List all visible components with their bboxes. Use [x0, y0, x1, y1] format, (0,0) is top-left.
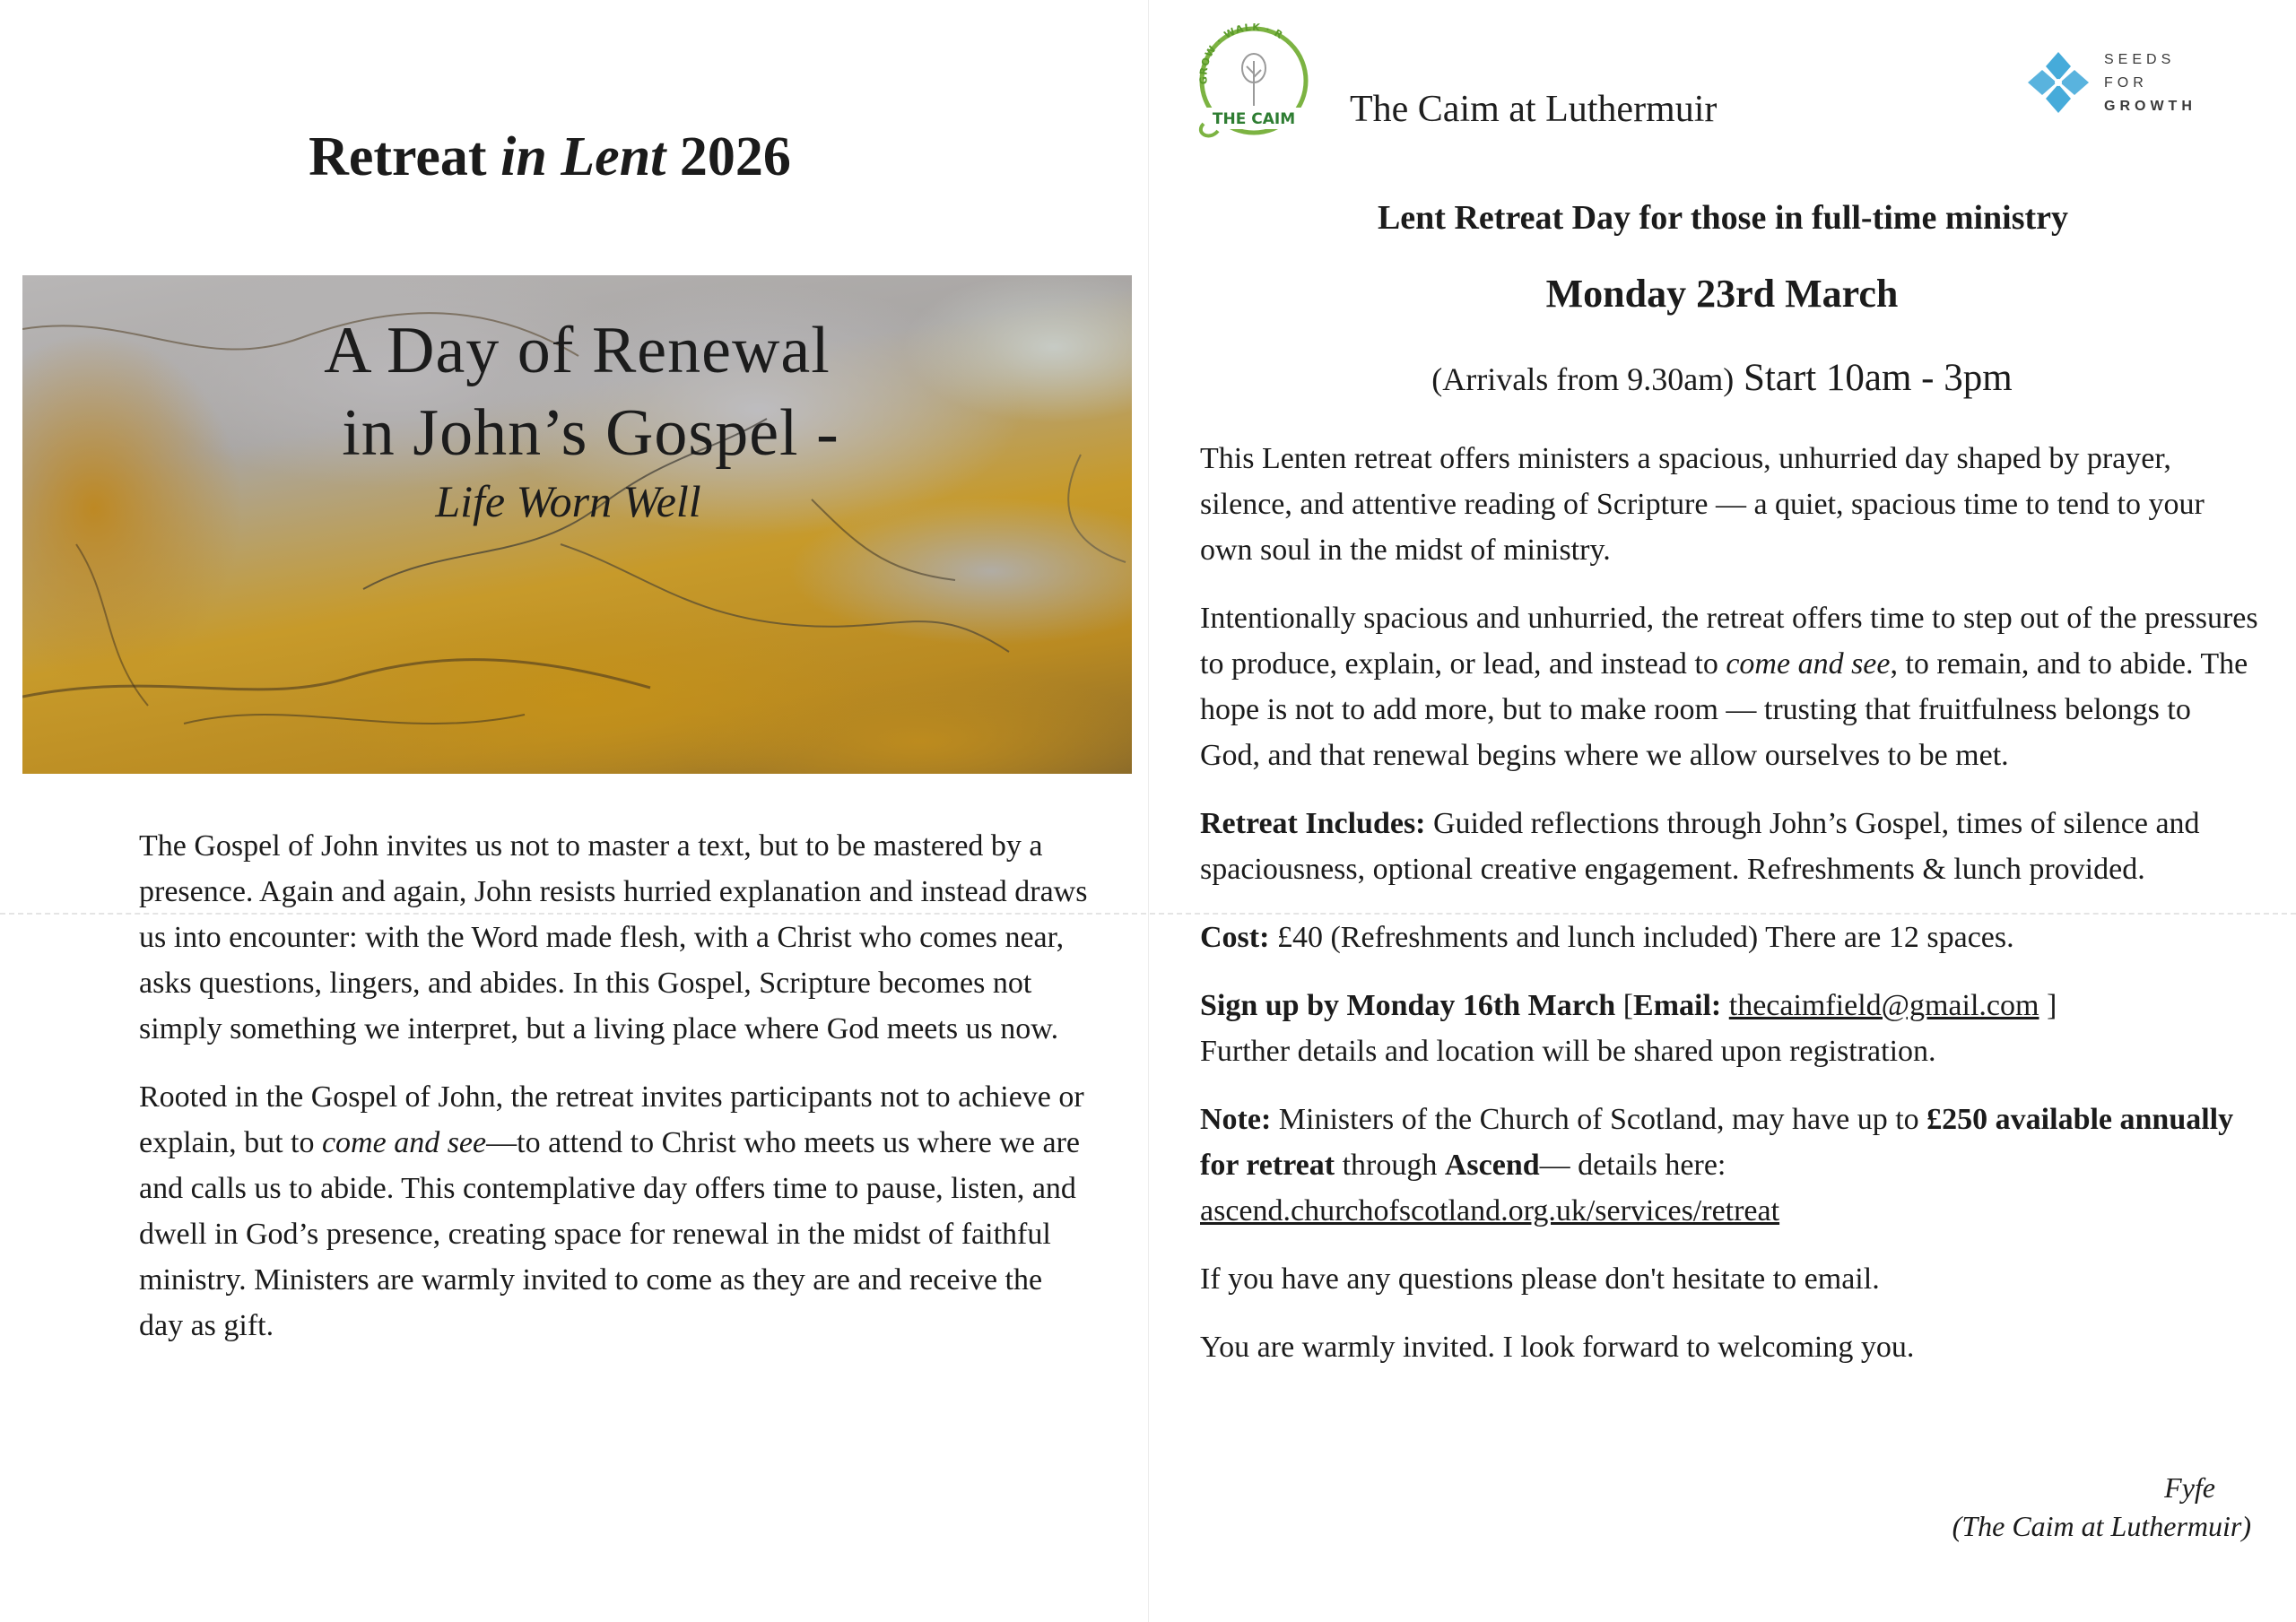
right-body-text [1200, 436, 2258, 1392]
retreat-title: Retreat in Lent 2026 [309, 126, 791, 187]
questions-paragraph: If you have any questions please don't hesitate to email. [1200, 1262, 1880, 1296]
seeds-flower-icon [2022, 47, 2094, 118]
signup-paragraph: Sign up by Monday 16th March [Email: thecaimfield@gmail.com ] Further details and location will be shared upon registration. [1200, 989, 2057, 1068]
cost-paragraph: Cost: £40 (Refreshments and lunch included) There are 12 spaces. [1200, 921, 2014, 954]
includes-paragraph: Retreat Includes: Guided reflections through John’s Gospel, times of silence and spaciousness, optional creative engagement. Refreshments & lunch provided. [1200, 807, 2200, 886]
retreat-times: (Arrivals from 9.30am) Start 10am - 3pm [1431, 357, 2013, 399]
abstract-painting [22, 275, 1132, 774]
signature-name: Fyfe [2164, 1471, 2215, 1504]
painting-subtitle: Life Worn Well [435, 476, 701, 526]
spacious-paragraph: Intentionally spacious and unhurried, the retreat offers time to step out of the pressures to produce, explain, or lead, and instead to come and see, to remain, and to abide. The hope is not to add more, but to make room — trusting that fruitfulness belongs to God, and that renewal begins where we allow ourselves to be met. [1200, 602, 2258, 772]
painting-overlay-text [22, 309, 1132, 528]
painting-title-line1: A Day of Renewal [324, 314, 831, 387]
retreat-day-heading: Lent Retreat Day for those in full-time ministry [1377, 199, 2069, 237]
signature [1952, 1469, 2251, 1546]
email-link[interactable]: thecaimfield@gmail.com [1728, 989, 2039, 1022]
the-caim-logo [1191, 18, 1317, 143]
signature-organisation: (The Caim at Luthermuir) [1952, 1510, 2251, 1542]
painting-title-line2: in John’s Gospel - [342, 396, 839, 470]
lenten-paragraph: This Lenten retreat offers ministers a spacious, unhurried day shaped by prayer, silence, and attentive reading of Scripture — a quiet, spacious time to tend to your own soul in the midst of ministry. [1200, 442, 2205, 567]
seeds-for-growth-wordmark: SEEDS FOR GROWTH [2104, 52, 2196, 114]
left-body-text [139, 823, 1090, 1371]
page-divider [1148, 0, 1149, 1622]
ascend-retreat-link[interactable]: ascend.churchofscotland.org.uk/services/retreat [1200, 1194, 1780, 1227]
caim-at-luthermuir-title: The Caim at Luthermuir [1350, 89, 1718, 130]
intro-paragraph: The Gospel of John invites us not to master a text, but to be mastered by a presence. Again and again, John resists hurried explanation and instead draws us into encounter: with the Word made flesh, with a Christ who comes near, asks questions, lingers, and abides. In this Gospel, Scripture becomes not simply something we interpret, but a living place where God meets us now. [139, 829, 1088, 1045]
note-paragraph: Note: Ministers of the Church of Scotland, may have up to £250 available annually for retreat through Ascend— details here: ascend.churchofscotland.org.uk/services/retreat [1200, 1103, 2234, 1227]
svg-text:GROW · WALK · REST: GROW · WALK · R [1197, 21, 1286, 85]
closing-paragraph: You are warmly invited. I look forward to welcoming you. [1200, 1331, 1915, 1364]
rooted-paragraph: Rooted in the Gospel of John, the retreat invites participants not to achieve or explain, but to come and see—to attend to Christ who meets us where we are and calls us to abide. This contemplative day offers time to pause, listen, and dwell in God’s presence, creating space for renewal in the midst of faithful ministry. Ministers are warmly invited to come as they are and receive the day as gift. [139, 1080, 1084, 1342]
svg-text:THE CAIM: THE CAIM [1212, 110, 1296, 128]
retreat-date: Monday 23rd March [1545, 272, 1899, 316]
